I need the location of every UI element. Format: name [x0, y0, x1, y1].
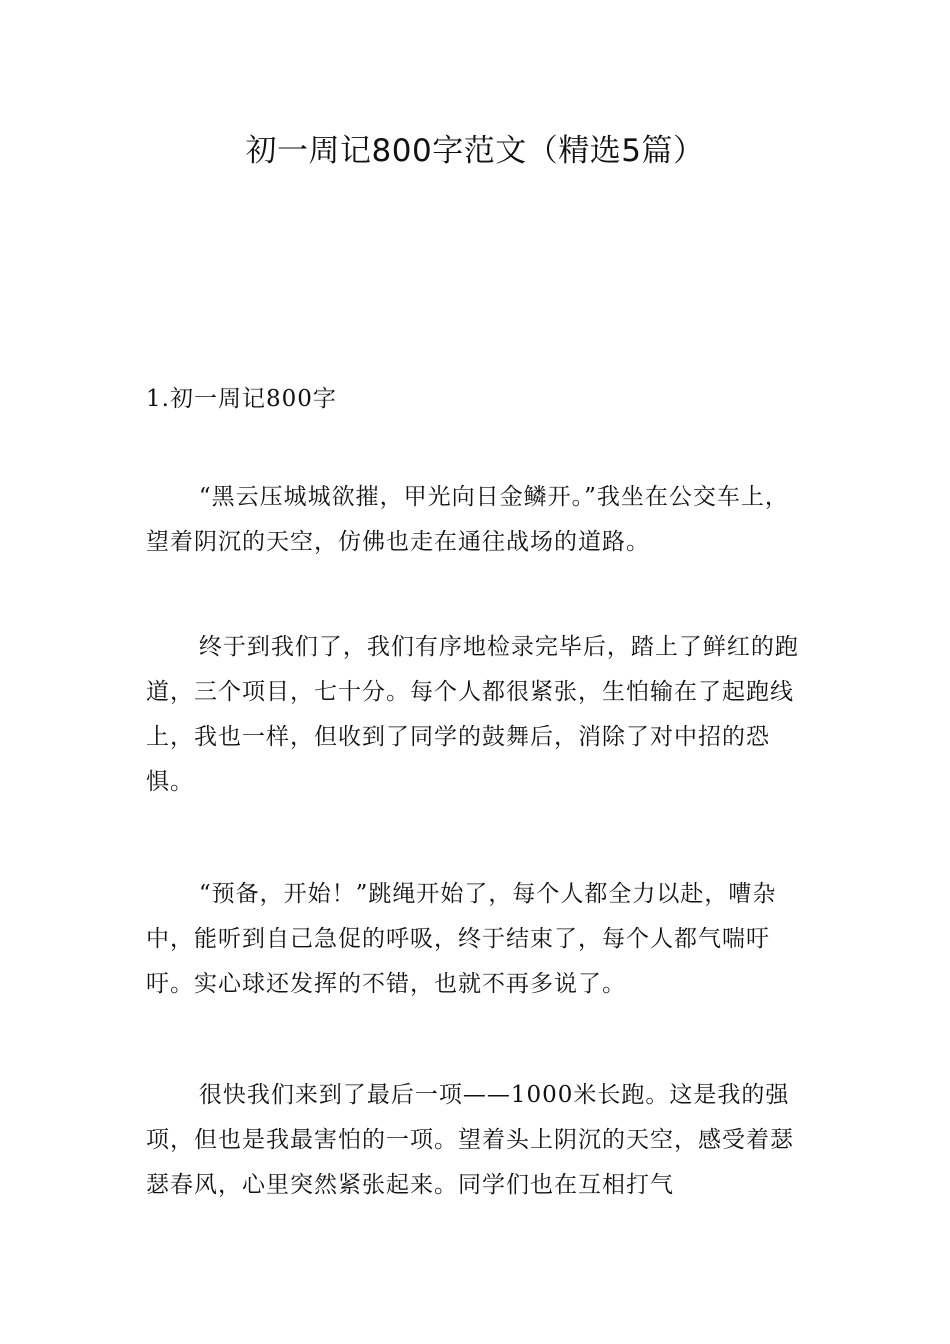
- paragraph-1: “黑云压城城欲摧，甲光向日金鳞开。”我坐在公交车上，望着阴沉的天空，仿佛也走在通往战场的道路。: [146, 484, 789, 555]
- paragraph-4: 很快我们来到了最后一项——1000米长跑。这是我的强项，但也是我最害怕的一项。望着头上阴沉的天空，感受着瑟瑟春风，心里突然紧张起来。同学们也在互相打气: [146, 1082, 794, 1198]
- paragraph-3: “预备，开始！”跳绳开始了，每个人都全力以赴，嘈杂中，能听到自己急促的呼吸，终于结束了，每个人都气喘吁吁。实心球还发挥的不错，也就不再多说了。: [146, 881, 777, 997]
- document-title: 初一周记800字范文（精选5篇）: [245, 133, 705, 169]
- paragraph-2: 终于到我们了，我们有序地检录完毕后，踏上了鲜红的跑道，三个项目，七十分。每个人都很紧张，生怕输在了起跑线上，我也一样，但收到了同学的鼓舞后，消除了对中招的恐惧。: [146, 634, 799, 795]
- section-heading: 1.初一周记800字: [146, 386, 337, 412]
